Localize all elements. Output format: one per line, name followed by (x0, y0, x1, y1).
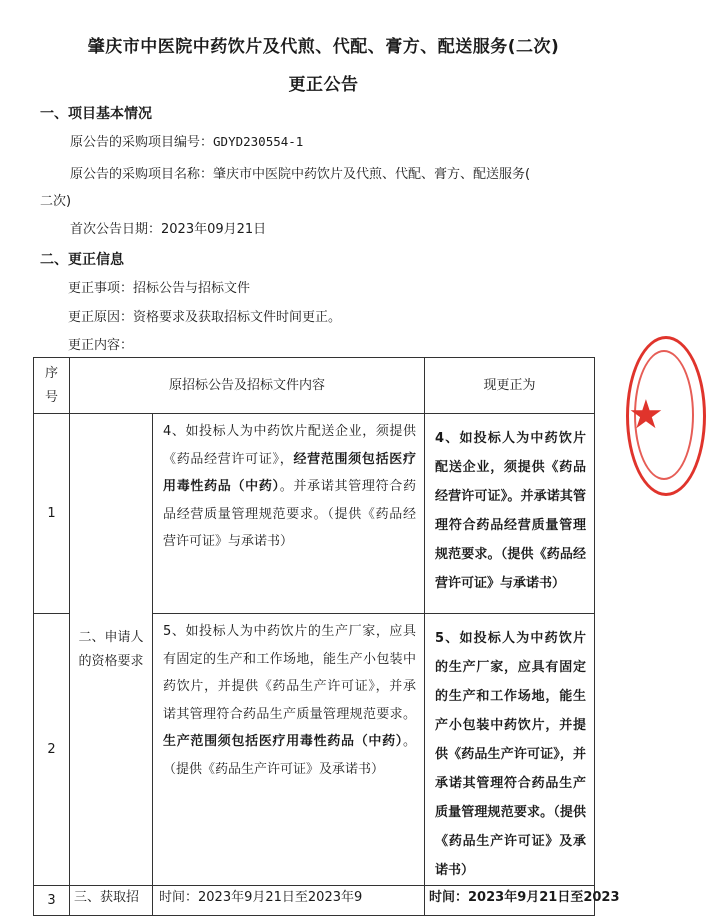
project-name-line (70, 163, 530, 182)
original-time-cell: 时间：2023年9月21日至2023年9 (153, 886, 425, 916)
correction-item-line (68, 277, 250, 296)
document-title: 肇庆市中医院中药饮片及代煎、代配、膏方、配送服务(二次) (87, 37, 560, 57)
corrected-content-cell: 4、如投标人为中药饮片配送企业，须提供《药品经营许可证》。并承诺其管理符合药品经营质量管理规范要求。（提供《药品经营许可证》与承诺书） (425, 414, 595, 614)
correction-reason-line (68, 306, 341, 325)
table-row (34, 886, 595, 916)
original-content-cell (153, 414, 425, 614)
table-row (34, 414, 595, 614)
header-seq-line2: 号 (44, 389, 58, 405)
corrected-content-cell: 5、如投标人为中药饮片的生产厂家，应具有固定的生产和工作场地，能生产小包装中药饮片，并提供《药品生产许可证》，并承诺其管理符合药品生产质量管理规范要求。（提供《药品生产许可证》及承诺书） (425, 614, 595, 886)
section-correction-heading: 二、更正信息 (40, 252, 124, 268)
correction-table (33, 357, 620, 916)
original-text: 4、如投标人为中药饮片配送企业，须提供《药品经营许可证》， (163, 424, 417, 467)
header-seq (34, 358, 70, 414)
correction-content-label: 更正内容： (68, 338, 134, 353)
table-header-row (34, 358, 595, 414)
row-seq: 1 (34, 414, 70, 614)
project-number-line (70, 131, 303, 150)
first-date-line (70, 218, 266, 237)
section-project-info-heading: 一、项目基本情况 (40, 106, 152, 122)
original-content-cell (153, 614, 425, 886)
corrected-time-cell: 时间：2023年9月21日至2023 (425, 886, 595, 916)
original-bold-text: 经营范围须包括医疗用毒性药品（中药） (163, 451, 416, 494)
correction-item-label: 更正事项： (68, 281, 134, 296)
first-date-value: 2023年09月21日 (161, 222, 267, 237)
document-subtitle: 更正公告 (288, 75, 359, 95)
row-seq: 3 (34, 886, 70, 916)
original-bold-text: 生产范围须包括医疗用毒性药品（中药） (163, 734, 403, 749)
original-text-tail: 。（提供《药品生产许可证》及承诺书） (163, 734, 417, 777)
project-number-value: GDYD230554-1 (213, 134, 304, 149)
project-name-value-1: 肇庆市中医院中药饮片及代煎、代配、膏方、配送服务( (213, 167, 531, 182)
project-name-label: 原公告的采购项目名称： (70, 167, 214, 182)
original-text: 5、如投标人为中药饮片的生产厂家，应具有固定的生产和工作场地，能生产小包装中药饮片，并提供《药品生产许可证》，并承诺其管理符合药品生产质量管理规范要求。 (163, 624, 417, 722)
original-text-tail: 。并承诺其管理符合药品经营质量管理规范要求。（提供《药品经营许可证》与承诺书） (163, 479, 417, 549)
header-corrected: 现更正为 (425, 358, 595, 414)
project-number-label: 原公告的采购项目编号： (70, 135, 214, 150)
group-cell-qualification: 二、申请人的资格要求 (70, 414, 153, 886)
header-original: 原招标公告及招标文件内容 (70, 358, 425, 414)
project-name-value-2: 二次) (40, 194, 72, 209)
correction-reason-label: 更正原因： (68, 310, 134, 325)
first-date-label: 首次公告日期： (70, 222, 162, 237)
correction-reason-value: 资格要求及获取招标文件时间更正。 (133, 310, 342, 325)
seal-star-icon: ★ (628, 392, 664, 438)
row-seq: 2 (34, 614, 70, 886)
header-seq-line1: 序 (44, 365, 58, 381)
correction-item-value: 招标公告与招标文件 (133, 281, 251, 296)
group-cell-obtain: 三、获取招 (70, 886, 153, 916)
